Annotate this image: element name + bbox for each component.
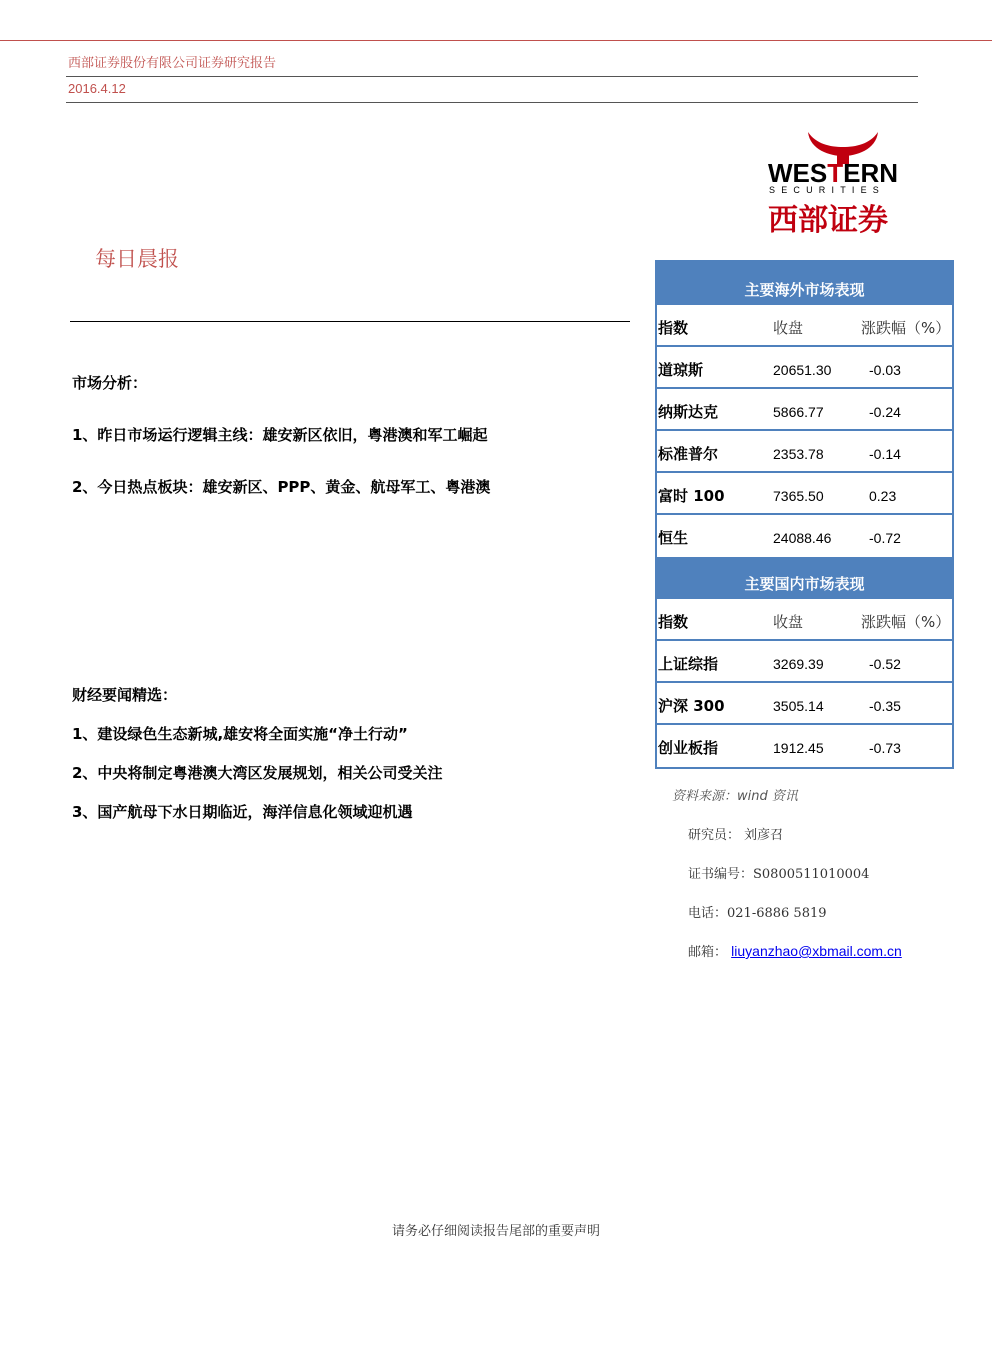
news-heading: 财经要闻精选： <box>72 686 178 704</box>
email-label: 邮箱： <box>688 945 728 960</box>
top-divider <box>0 40 992 41</box>
market-table <box>655 260 954 769</box>
table-row: 富时 100 7365.50 0.23 <box>657 473 952 515</box>
table-row: 标准普尔 2353.78 -0.14 <box>657 431 952 473</box>
overseas-table-title: 主要海外市场表现 <box>657 260 952 305</box>
table-row: 道琼斯 20651.30 -0.03 <box>657 347 952 389</box>
logo-english: WESTERN <box>768 158 899 188</box>
company-name: 西部证券股份有限公司证券研究报告 <box>68 56 277 71</box>
table-row: 创业板指 1912.45 -0.73 <box>658 739 901 757</box>
certificate-number: 证书编号：S0800511010004 <box>688 867 870 882</box>
email-row <box>688 941 902 960</box>
table-row: 纳斯达克 5866.77 -0.24 <box>657 389 952 431</box>
header-divider-bottom <box>66 102 918 103</box>
market-heading: 市场分析： <box>72 374 148 392</box>
table-row: 恒生 24088.46 -0.72 <box>658 529 901 547</box>
news-item: 2、中央将制定粤港澳大湾区发展规划，相关公司受关注 <box>72 764 443 782</box>
table-row: 沪深 300 3505.14 -0.35 <box>657 683 952 725</box>
phone: 电话：021-6886 5819 <box>688 906 827 921</box>
report-title: 每日晨报 <box>95 247 179 271</box>
researcher: 研究员： 刘彦召 <box>688 828 784 843</box>
news-item: 1、建设绿色生态新城,雄安将全面实施“净土行动” <box>72 725 408 743</box>
email-link[interactable]: liuyanzhao@xbmail.com.cn <box>731 943 902 959</box>
footer-disclaimer: 请务必仔细阅读报告尾部的重要声明 <box>391 1224 600 1239</box>
domestic-header-row: 指数 收盘 涨跌幅（%） <box>657 599 952 641</box>
market-item: 2、今日热点板块：雄安新区、PPP、黄金、航母军工、粤港澳 <box>72 478 491 496</box>
title-divider <box>70 321 630 322</box>
market-item: 1、昨日市场运行逻辑主线：雄安新区依旧，粤港澳和军工崛起 <box>72 426 488 444</box>
domestic-table-title: 主要国内市场表现 <box>657 557 952 599</box>
table-row: 上证综指 3269.39 -0.52 <box>657 641 952 683</box>
news-item: 3、国产航母下水日期临近，海洋信息化领域迎机遇 <box>72 803 413 821</box>
western-securities-logo <box>768 130 918 238</box>
logo-chinese: 西部证券 <box>768 203 888 238</box>
header-divider <box>66 76 918 77</box>
logo-securities: SECURITIES <box>769 185 886 195</box>
report-date: 2016.4.12 <box>68 81 126 96</box>
data-source: 资料来源：wind 资讯 <box>672 789 798 804</box>
overseas-header-row: 指数 收盘 涨跌幅（%） <box>657 305 952 347</box>
